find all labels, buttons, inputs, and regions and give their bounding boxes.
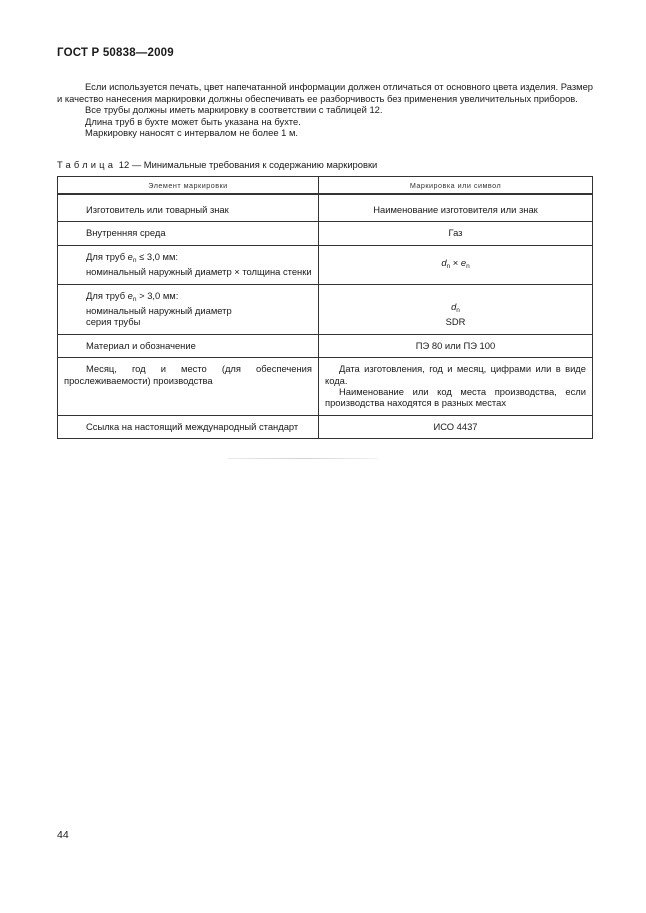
- intro-text: [57, 81, 593, 139]
- element-text: номинальный наружный диаметр × толщина стенки: [86, 266, 312, 278]
- marking-cell: [319, 245, 593, 284]
- diameter-subscript: n: [446, 262, 451, 270]
- thickness-symbol: e: [460, 256, 467, 268]
- element-condition-post: > 3,0 мм:: [136, 289, 179, 301]
- element-cell: [58, 334, 319, 357]
- intro-paragraph: Длина труб в бухте может быть указана на бухте.: [85, 115, 301, 127]
- thickness-subscript: n: [466, 262, 470, 270]
- table-row: [58, 284, 593, 334]
- element-condition: [64, 251, 312, 266]
- element-text: Материал и обозначение: [86, 339, 196, 351]
- marking-paragraph: Дата изготовления, год и месяц, цифрами или в виде кода.: [325, 363, 586, 386]
- table-caption-number: 12: [118, 159, 130, 170]
- document-header-title: ГОСТ Р 50838—2009: [57, 47, 174, 59]
- marking-paragraph: Наименование или код места производства, если производства находятся в разных местах: [325, 386, 586, 409]
- element-text: Изготовитель или товарный знак: [86, 204, 229, 215]
- element-text: Месяц, год и место (для обеспечения прослеживаемости) производства: [64, 363, 312, 386]
- table-caption-text: — Минимальные требования к содержанию маркировки: [131, 159, 378, 170]
- intro-paragraph: Маркировку наносят с интервалом не более 1 м.: [85, 127, 299, 139]
- table-row: [58, 334, 593, 357]
- element-text: серия трубы: [86, 316, 141, 328]
- element-text: Ссылка на настоящий международный стандарт: [86, 420, 299, 432]
- element-text: номинальный наружный диаметр: [86, 305, 232, 317]
- marking-cell: [319, 358, 593, 416]
- diameter-subscript: n: [456, 307, 460, 315]
- marking-cell: [319, 199, 593, 222]
- wall-thickness-subscript: n: [132, 295, 137, 303]
- page-number: 44: [57, 829, 69, 841]
- table-row: [58, 199, 593, 222]
- element-cell: [58, 284, 319, 334]
- element-text: Внутренняя среда: [86, 227, 166, 239]
- marking-cell: [319, 284, 593, 334]
- header-element: Элемент маркировки: [58, 177, 319, 195]
- marking-line: SDR: [445, 316, 466, 328]
- table-header-row: [58, 177, 593, 195]
- element-cell: [58, 199, 319, 222]
- element-condition-pre: Для труб: [86, 289, 128, 301]
- element-cell: [58, 415, 319, 438]
- multiply-sign: ×: [450, 256, 461, 268]
- diameter-symbol: d: [441, 256, 447, 268]
- marking-requirements-table: [57, 176, 593, 439]
- element-condition-post: ≤ 3,0 мм:: [136, 250, 179, 262]
- wall-thickness-symbol: e: [127, 289, 133, 301]
- marking-text: Наименование изготовителя или знак: [373, 204, 538, 215]
- element-cell: [58, 222, 319, 245]
- wall-thickness-subscript: n: [132, 256, 137, 264]
- table-row: [58, 222, 593, 245]
- element-condition: [64, 290, 312, 305]
- element-cell: [58, 245, 319, 284]
- intro-paragraph: Все трубы должны иметь маркировку в соответствии с таблицей 12.: [85, 104, 383, 116]
- wall-thickness-symbol: e: [127, 250, 133, 262]
- table-row: [58, 358, 593, 416]
- marking-line: [325, 301, 586, 316]
- marking-text: Газ: [448, 227, 463, 239]
- diameter-symbol: d: [451, 301, 457, 313]
- table-caption-prefix: Таблица: [57, 159, 117, 170]
- marking-cell: [319, 222, 593, 245]
- table-row: [58, 245, 593, 284]
- element-cell: [58, 358, 319, 416]
- table-row: [58, 415, 593, 438]
- marking-text: ПЭ 80 или ПЭ 100: [415, 339, 496, 351]
- scan-artifact-line: [228, 458, 378, 459]
- marking-cell: [319, 415, 593, 438]
- header-marking: Маркировка или символ: [319, 177, 593, 195]
- element-condition-pre: Для труб: [86, 250, 128, 262]
- marking-cell: [319, 334, 593, 357]
- marking-text: ИСО 4437: [433, 420, 478, 432]
- intro-paragraph: Если используется печать, цвет напечатанной информации должен отличаться от основного цвета изделия. Размер и качество нанесения маркировки должны обеспечивать ее разборчивость без применения увеличительных приборов.: [57, 81, 593, 104]
- table-caption: [57, 159, 377, 171]
